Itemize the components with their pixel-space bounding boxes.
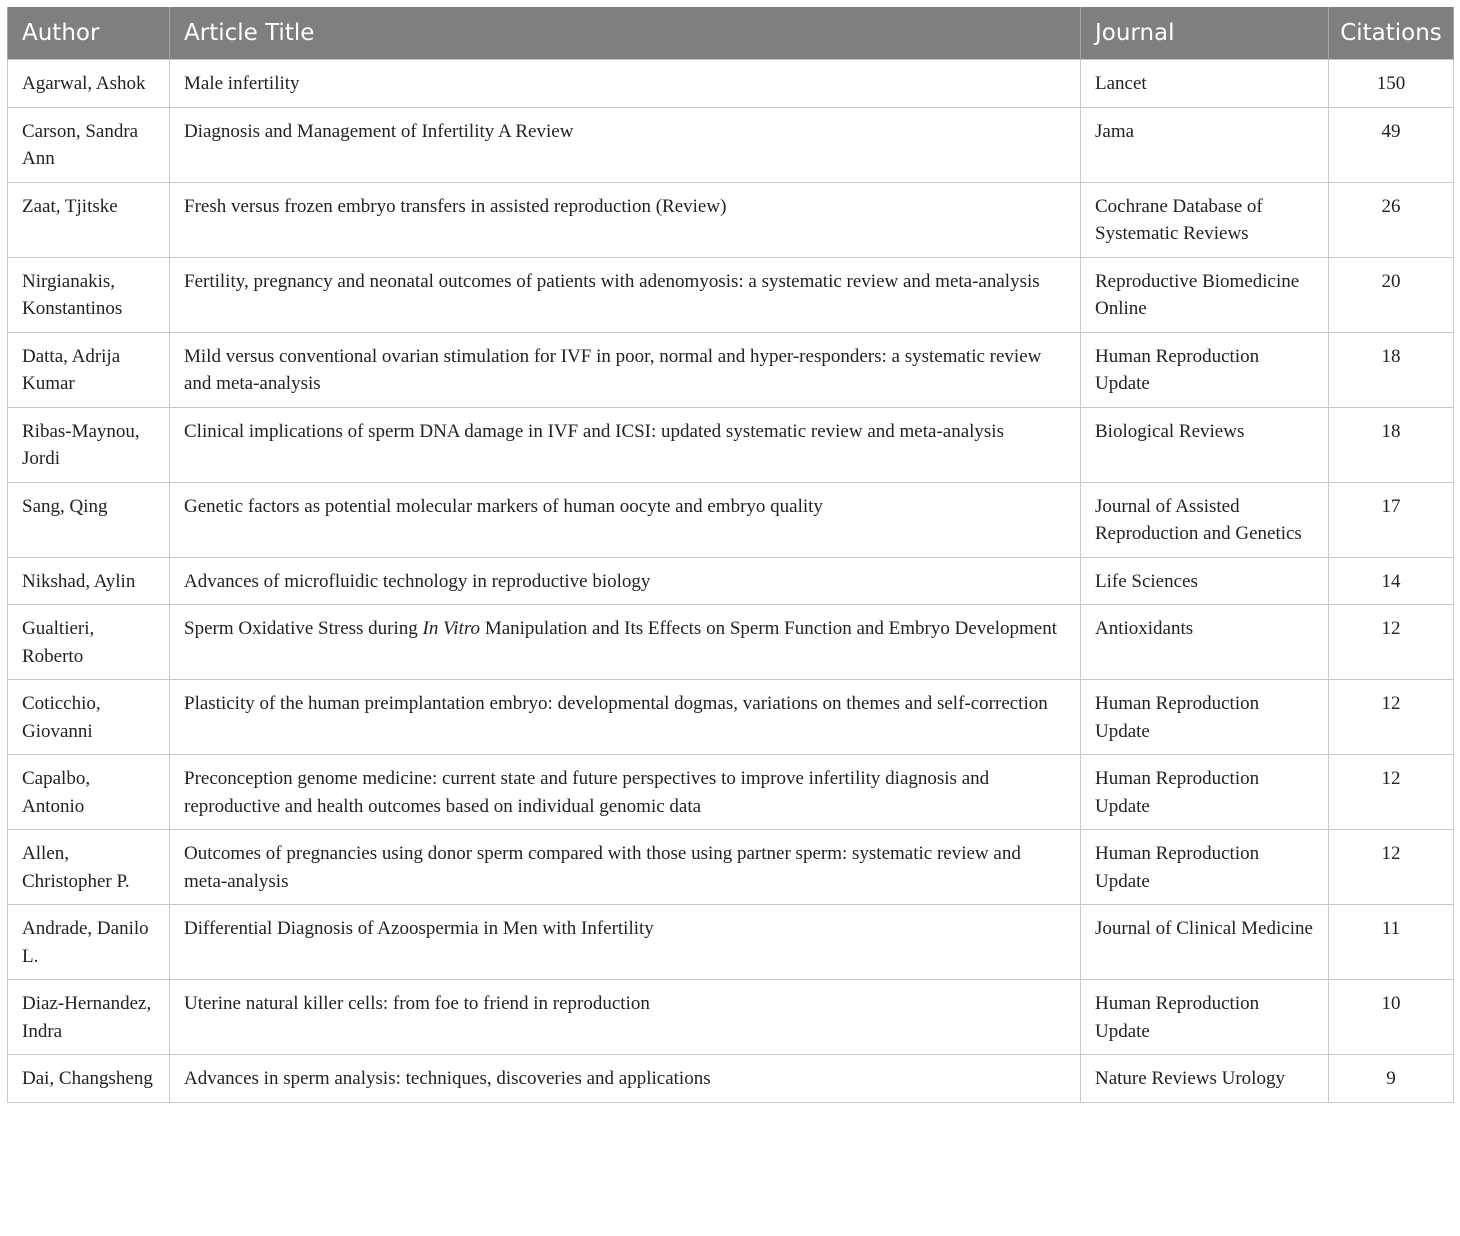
- citations-table: [7, 7, 1454, 1103]
- cell-journal: Human Reproduction Update: [1081, 680, 1329, 755]
- title-text: Genetic factors as potential molecular markers of human oocyte and embryo quality: [184, 495, 823, 517]
- cell-journal: Nature Reviews Urology: [1081, 1055, 1329, 1103]
- title-text: Advances of microfluidic technology in reproductive biology: [184, 570, 651, 592]
- cell-article-title: [170, 257, 1081, 332]
- table-row: [8, 680, 1454, 755]
- table-row: [8, 905, 1454, 980]
- table-row: [8, 182, 1454, 257]
- table-row: [8, 257, 1454, 332]
- table-header: [8, 7, 1454, 60]
- cell-citations: 49: [1329, 107, 1454, 182]
- cell-author: Gualtieri, Roberto: [8, 605, 170, 680]
- cell-journal: Human Reproduction Update: [1081, 332, 1329, 407]
- cell-author: Nikshad, Aylin: [8, 557, 170, 605]
- title-text: Advances in sperm analysis: techniques, discoveries and applications: [184, 1068, 711, 1089]
- header-journal: Journal: [1081, 7, 1329, 60]
- cell-author: Dai, Changsheng: [8, 1055, 170, 1103]
- cell-author: Andrade, Danilo L.: [8, 905, 170, 980]
- cell-journal: Antioxidants: [1081, 605, 1329, 680]
- cell-journal: Journal of Assisted Reproduction and Genetics: [1081, 482, 1329, 557]
- cell-article-title: [170, 557, 1081, 605]
- table-row: [8, 332, 1454, 407]
- title-text: Fresh versus frozen embryo transfers in assisted reproduction (Review): [184, 195, 727, 217]
- table-row: [8, 980, 1454, 1055]
- cell-author: Sang, Qing: [8, 482, 170, 557]
- cell-article-title: [170, 755, 1081, 830]
- cell-journal: Human Reproduction Update: [1081, 980, 1329, 1055]
- cell-article-title: [170, 107, 1081, 182]
- cell-journal: Human Reproduction Update: [1081, 755, 1329, 830]
- cell-article-title: [170, 60, 1081, 108]
- cell-citations: 12: [1329, 830, 1454, 905]
- cell-citations: 12: [1329, 680, 1454, 755]
- header-article-title: Article Title: [170, 7, 1081, 60]
- header-citations: Citations: [1329, 7, 1454, 60]
- cell-citations: 12: [1329, 605, 1454, 680]
- table-row: [8, 107, 1454, 182]
- cell-citations: 12: [1329, 755, 1454, 830]
- cell-article-title: [170, 605, 1081, 680]
- cell-article-title: [170, 830, 1081, 905]
- table-row: [8, 557, 1454, 605]
- cell-journal: Lancet: [1081, 60, 1329, 108]
- cell-author: Capalbo, Antonio: [8, 755, 170, 830]
- cell-article-title: [170, 332, 1081, 407]
- cell-journal: Journal of Clinical Medicine: [1081, 905, 1329, 980]
- cell-citations: 11: [1329, 905, 1454, 980]
- cell-article-title: [170, 407, 1081, 482]
- cell-journal: Cochrane Database of Systematic Reviews: [1081, 182, 1329, 257]
- table-row: [8, 1055, 1454, 1103]
- title-text: Outcomes of pregnancies using donor sperm compared with those using partner sperm: systematic review and meta-analysis: [184, 843, 1021, 892]
- citations-table-container: [7, 7, 1453, 1103]
- cell-author: Coticchio, Giovanni: [8, 680, 170, 755]
- cell-citations: 9: [1329, 1055, 1454, 1103]
- cell-article-title: [170, 980, 1081, 1055]
- cell-author: Datta, Adrija Kumar: [8, 332, 170, 407]
- cell-article-title: [170, 1055, 1081, 1103]
- title-italic-text: In Vitro: [422, 618, 481, 639]
- cell-citations: 10: [1329, 980, 1454, 1055]
- cell-citations: 14: [1329, 557, 1454, 605]
- title-text: Mild versus conventional ovarian stimulation for IVF in poor, normal and hyper-responders: a systematic review and meta-analysis: [184, 345, 1042, 394]
- header-author: Author: [8, 7, 170, 60]
- title-text: Clinical implications of sperm DNA damage in IVF and ICSI: updated systematic review and meta-analysis: [184, 420, 1004, 442]
- table-row: [8, 755, 1454, 830]
- table-row: [8, 482, 1454, 557]
- cell-author: Carson, Sandra Ann: [8, 107, 170, 182]
- cell-journal: Jama: [1081, 107, 1329, 182]
- table-row: [8, 407, 1454, 482]
- title-text: Sperm Oxidative Stress during: [184, 618, 423, 639]
- cell-article-title: [170, 905, 1081, 980]
- cell-journal: Reproductive Biomedicine Online: [1081, 257, 1329, 332]
- cell-author: Zaat, Tjitske: [8, 182, 170, 257]
- table-row: [8, 60, 1454, 108]
- cell-author: Ribas-Maynou, Jordi: [8, 407, 170, 482]
- title-text: Diagnosis and Management of Infertility A Review: [184, 120, 574, 142]
- table-body: [8, 60, 1454, 1103]
- cell-citations: 17: [1329, 482, 1454, 557]
- title-text: Preconception genome medicine: current state and future perspectives to improve infertility diagnosis and reproductive and health outcomes based on individual genomic data: [184, 768, 990, 817]
- cell-author: Allen, Christopher P.: [8, 830, 170, 905]
- table-row: [8, 605, 1454, 680]
- cell-article-title: [170, 680, 1081, 755]
- cell-author: Diaz-Hernandez, Indra: [8, 980, 170, 1055]
- title-text: Fertility, pregnancy and neonatal outcomes of patients with adenomyosis: a systematic review and meta-analysis: [184, 270, 1040, 292]
- title-text-continued: Manipulation and Its Effects on Sperm Function and Embryo Development: [480, 618, 1057, 639]
- cell-citations: 18: [1329, 407, 1454, 482]
- cell-citations: 150: [1329, 60, 1454, 108]
- cell-author: Nirgianakis, Konstantinos: [8, 257, 170, 332]
- header-row: [8, 7, 1454, 60]
- cell-citations: 20: [1329, 257, 1454, 332]
- title-text: Plasticity of the human preimplantation embryo: developmental dogmas, variations on themes and self-correction: [184, 693, 1048, 714]
- title-text: Differential Diagnosis of Azoospermia in Men with Infertility: [184, 918, 654, 939]
- cell-journal: Human Reproduction Update: [1081, 830, 1329, 905]
- table-row: [8, 830, 1454, 905]
- cell-citations: 18: [1329, 332, 1454, 407]
- cell-article-title: [170, 482, 1081, 557]
- cell-journal: Life Sciences: [1081, 557, 1329, 605]
- cell-author: Agarwal, Ashok: [8, 60, 170, 108]
- title-text: Uterine natural killer cells: from foe to friend in reproduction: [184, 993, 650, 1014]
- cell-journal: Biological Reviews: [1081, 407, 1329, 482]
- cell-article-title: [170, 182, 1081, 257]
- title-text: Male infertility: [184, 73, 300, 94]
- cell-citations: 26: [1329, 182, 1454, 257]
